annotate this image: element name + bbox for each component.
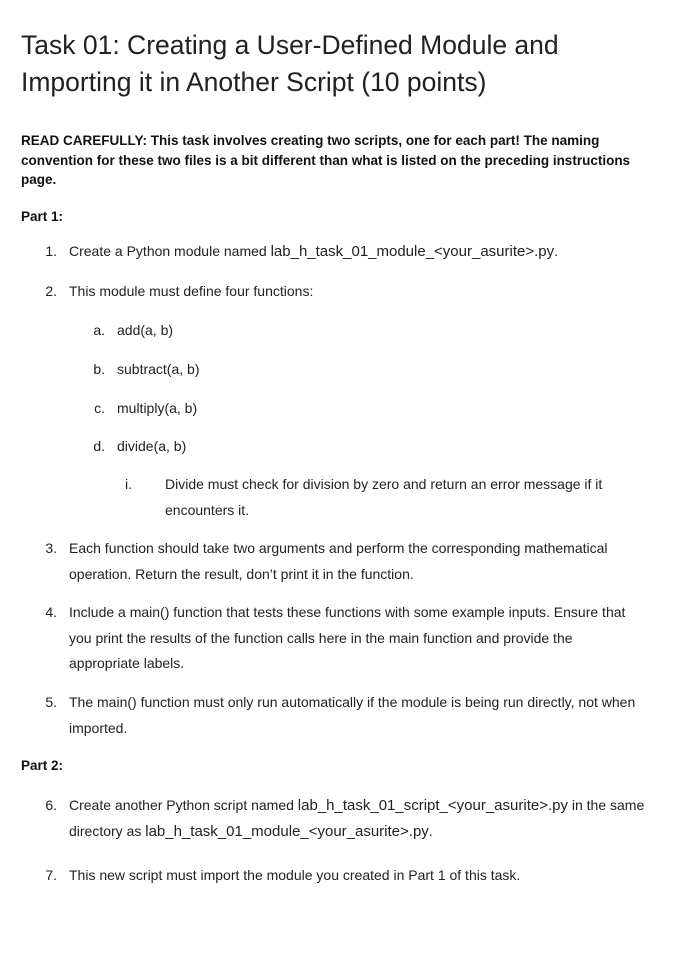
item-text: Include a main() function that tests these functions with some example inputs. Ensure that you print the results of the function calls here in the main function and provide the appropriate labels. <box>69 604 626 671</box>
list-marker: i. <box>125 476 132 492</box>
list-marker: 7. <box>45 867 57 883</box>
list-item-5 <box>45 690 647 741</box>
script-filename: lab_h_task_01_script_<your_asurite>.py <box>297 797 568 814</box>
list-item-3 <box>45 536 647 587</box>
item-text: Create another Python script named <box>69 797 298 813</box>
item-text: add(a, b) <box>117 322 174 338</box>
list-marker: 3. <box>45 540 57 556</box>
list-marker: 2. <box>45 283 57 299</box>
list-marker: c. <box>94 400 105 416</box>
sub-item-b <box>93 357 657 383</box>
item-text: The main() function must only run automatically if the module is being run directly, not when imported. <box>69 694 636 736</box>
sub-item-c <box>94 396 657 422</box>
sub-item-a <box>93 318 657 344</box>
page-title: Task 01: Creating a User-Defined Module and Importing it in Another Script (10 points) <box>21 30 559 97</box>
item-text: Each function should take two arguments and perform the corresponding mathematical operation. Return the result, don’t print it in the function. <box>69 540 608 582</box>
item-text: subtract(a, b) <box>117 361 200 377</box>
list-item-7 <box>45 863 647 889</box>
module-filename: lab_h_task_01_module_<your_asurite>.py <box>145 822 429 840</box>
list-marker: 1. <box>45 243 57 259</box>
list-marker: 6. <box>45 797 57 813</box>
item-text: multiply(a, b) <box>117 400 198 416</box>
list-marker: 5. <box>45 694 57 710</box>
item-text-middle: in the same directory as <box>69 797 645 839</box>
read-carefully-note: READ CAREFULLY: This task involves creating two scripts, one for each part! The naming convention for these two files is a bit different than what is listed on the preceding instructions page. <box>21 133 631 187</box>
item-text-end: . <box>554 243 559 259</box>
list-marker: d. <box>93 438 105 454</box>
part-2-heading: Part 2: <box>21 758 64 773</box>
item-text: Divide must check for division by zero and return an error message if it encounters it. <box>165 476 603 518</box>
sub-item-d <box>93 434 657 460</box>
item-text: This new script must import the module you created in Part 1 of this task. <box>69 867 521 883</box>
item-text: Create a Python module named <box>69 243 271 259</box>
list-marker: b. <box>93 361 105 377</box>
part-1-heading: Part 1: <box>21 209 64 224</box>
list-item-1 <box>45 239 669 265</box>
list-marker: 4. <box>45 604 57 620</box>
sub-sub-item-i <box>125 472 645 523</box>
item-text: This module must define four functions: <box>69 283 314 299</box>
list-item-4 <box>45 600 647 677</box>
list-item-6 <box>45 793 647 844</box>
item-text-end: . <box>428 822 433 839</box>
module-filename: lab_h_task_01_module_<your_asurite>.py <box>270 243 555 260</box>
list-item-2 <box>45 279 669 305</box>
item-text: divide(a, b) <box>117 438 187 454</box>
list-marker: a. <box>93 322 105 338</box>
